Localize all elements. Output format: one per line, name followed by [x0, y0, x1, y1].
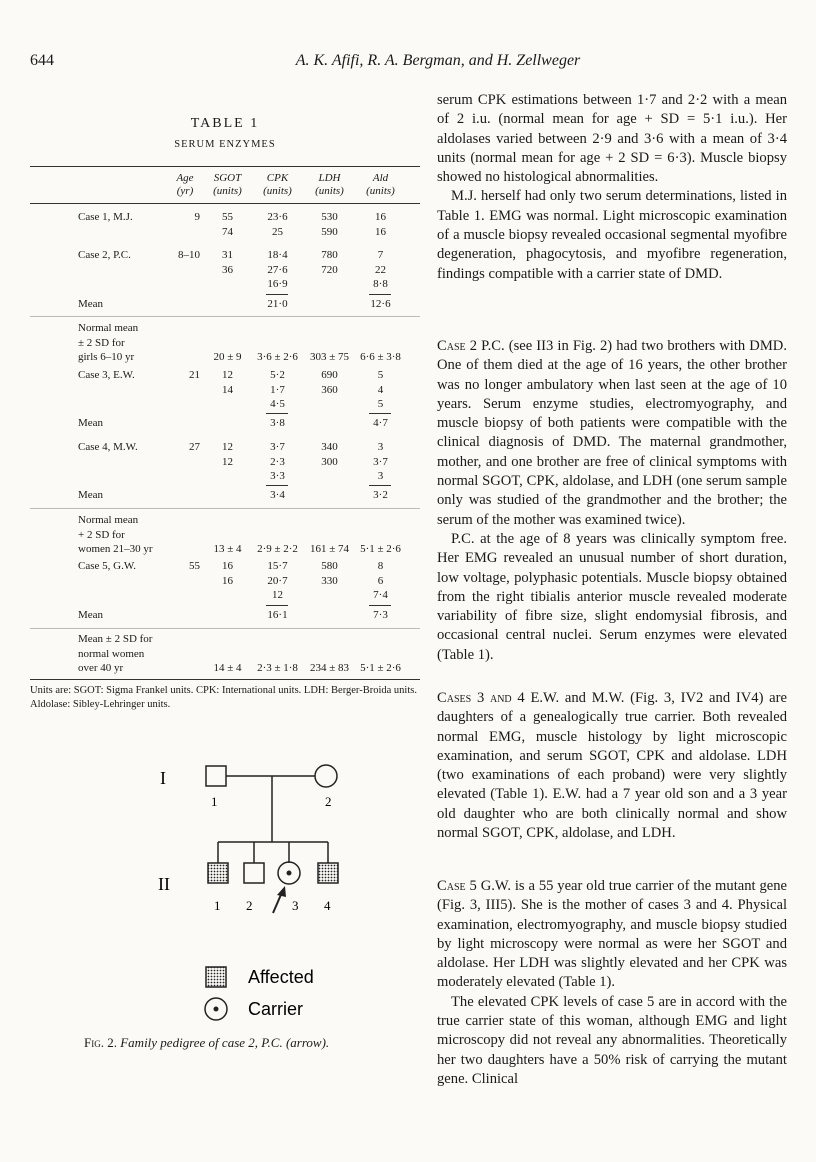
figure-label: Fig. 2. — [84, 1035, 117, 1050]
table-divider — [30, 508, 420, 509]
row-label: Mean ± 2 SD for normal women over 40 yr — [78, 633, 153, 674]
table-header-rule — [30, 203, 420, 204]
row-label: Mean — [78, 489, 104, 501]
col-header-cpk: CPK (units) — [263, 172, 292, 197]
affected-brother-square — [208, 863, 228, 883]
cell-cpk: 21·0 — [267, 298, 288, 310]
father-square — [206, 766, 226, 786]
sum-rule — [369, 413, 391, 414]
sum-rule — [266, 413, 288, 414]
sum-rule — [266, 485, 288, 486]
cell-ald: 7 22 8·8 — [373, 249, 388, 290]
legend-affected-icon — [206, 967, 226, 987]
cell-cpk: 3·6 ± 2·6 — [257, 351, 298, 363]
cell-sgot: 13 ± 4 — [213, 543, 242, 555]
cell-ldh: 161 ± 74 — [309, 543, 350, 555]
paragraph-1: serum CPK estimations between 1·7 and 2·2 with a mean of 2 i.u. (normal mean for age + SD = 5·1 i.u.). Her aldolases varied between 2·9 and 3·6 with a mean of 3·4 units (normal mean for age + 2 SD = 6·3). Muscle biopsy showed no histological abnormalities. — [437, 92, 787, 186]
case-5-section — [437, 877, 787, 1089]
cell-cpk: 2·3 ± 1·8 — [257, 662, 298, 674]
cell-age: 55 — [189, 560, 200, 572]
table-title: TABLE 1 — [190, 116, 260, 131]
generation-I-label: I — [160, 768, 166, 788]
case-2-section — [437, 337, 787, 665]
row-label: Mean — [78, 417, 104, 429]
cell-ald: 5 4 5 — [377, 369, 384, 410]
sum-rule — [369, 485, 391, 486]
paragraph-4: P.C. at the age of 8 years was clinically symptom free. Her EMG revealed an unusual number of short duration, low voltage, polyphasic potentials. Muscle biopsy obtained from the right tibialis anterior muscle revealed moderate variability of fibre size, slight endomysial fibrosis, and occasional central nuclei. Serum enzymes were elevated (Table 1). — [437, 530, 787, 663]
cell-ldh: 530 590 — [321, 211, 338, 238]
gen-I-2-number: 2 — [325, 794, 332, 809]
carrier-dot — [287, 871, 292, 876]
cell-ald: 3 3·7 3 — [373, 441, 388, 482]
figure-caption — [84, 1035, 329, 1051]
gen-II-1-number: 1 — [214, 898, 221, 913]
col-header-ldh: LDH (units) — [315, 172, 344, 197]
cell-cpk: 2·9 ± 2·2 — [257, 543, 298, 555]
row-label: Normal mean + 2 SD for women 21–30 yr — [78, 514, 153, 555]
cell-cpk: 23·6 25 — [267, 211, 288, 238]
cell-sgot: 12 12 — [222, 441, 233, 468]
gen-II-4-number: 4 — [324, 898, 331, 913]
cell-cpk: 16·1 — [267, 609, 288, 621]
cell-ald: 4·7 — [373, 417, 388, 429]
cell-cpk: 18·4 27·6 16·9 — [267, 249, 288, 290]
body-column — [437, 91, 787, 284]
cell-ldh: 780 720 — [321, 249, 338, 276]
paragraph-7: The elevated CPK levels of case 5 are in accord with the true carrier state of this woman, although EMG and light microscopy did not reveal any abnormalities. Theoretically her two daughters have a 50% risk of carrying the mutant gene. Clinical — [437, 993, 787, 1087]
cell-ald: 16 16 — [375, 211, 386, 238]
row-label: Case 5, G.W. — [78, 560, 136, 572]
unaffected-brother-square — [244, 863, 264, 883]
cell-ald: 12·6 — [370, 298, 391, 310]
gen-I-1-number: 1 — [211, 794, 218, 809]
mother-circle — [315, 765, 337, 787]
row-label: Case 3, E.W. — [78, 369, 135, 381]
cell-ald: 7·3 — [373, 609, 388, 621]
cell-age: 9 — [194, 211, 200, 223]
sum-rule — [266, 294, 288, 295]
affected-brother-square — [318, 863, 338, 883]
cell-cpk: 5·2 1·7 4·5 — [270, 369, 285, 410]
page-number: 644 — [30, 52, 54, 69]
generation-II-label: II — [158, 874, 170, 894]
table-footnote: Units are: SGOT: Sigma Frankel units. CPK: International units. LDH: Berger-Broida units. Aldolase: Sibley-Lehringer units. — [30, 685, 417, 710]
case-5-heading: Case 5 — [437, 878, 477, 894]
sum-rule — [266, 605, 288, 606]
table-subtitle: SERUM ENZYMES — [174, 139, 276, 150]
cell-sgot: 55 74 — [222, 211, 233, 238]
sum-rule — [369, 605, 391, 606]
cell-ldh: 303 ± 75 — [309, 351, 350, 363]
cell-ldh: 340 300 — [321, 441, 338, 468]
gen-II-3-number: 3 — [292, 898, 299, 913]
cell-sgot: 16 16 — [222, 560, 233, 587]
case-2-text: P.C. (see II3 in Fig. 2) had two brothers with DMD. One of them died at the age of 16 years, the other brother was no longer ambulatory when last seen at the age of 10 years. Serum enzyme studies, electromyography, and muscle biopsy of both patients were compatible with the clinical diagnosis of DMD. The maternal grandmother, mother, and one brother are free of clinical symptoms with normal SGOT, CPK, aldolase, and LDH (one serum sample only was studied of the grandmother and the brother; the serum of the mother was examined twice). — [437, 338, 787, 528]
cell-ald: 8 6 7·4 — [373, 560, 388, 601]
case-5-text: G.W. is a 55 year old true carrier of the mutant gene (Fig. 3, III5). She is the mother of cases 3 and 4. Physical examination, electromyography, and muscle biopsy studied by light microscopy were normal as were her SGOT and aldolase. Her LDH was slightly elevated and her CPK was moderately elevated (Table 1). — [437, 878, 788, 991]
cell-sgot: 20 ± 9 — [213, 351, 242, 363]
row-label: Mean — [78, 609, 104, 621]
row-label: Case 2, P.C. — [78, 249, 131, 261]
cell-cpk: 15·7 20·7 12 — [267, 560, 288, 601]
cell-ldh: 234 ± 83 — [309, 662, 350, 674]
table-divider — [30, 628, 420, 629]
case-2-heading: Case 2 — [437, 338, 478, 354]
cell-age: 27 — [189, 441, 200, 453]
row-label: Case 1, M.J. — [78, 211, 133, 223]
cell-ldh: 580 330 — [321, 560, 338, 587]
row-label: Case 4, M.W. — [78, 441, 138, 453]
legend-carrier-label: Carrier — [248, 999, 304, 1019]
running-header-authors: A. K. Afifi, R. A. Bergman, and H. Zellweger — [295, 52, 581, 69]
pedigree-figure — [120, 750, 420, 1040]
row-label: Mean — [78, 298, 104, 310]
legend-affected-label: Affected — [248, 967, 314, 987]
table-top-rule — [30, 166, 420, 167]
cases-3-4-heading: Cases 3 and 4 — [437, 690, 525, 706]
cell-ald: 5·1 ± 2·6 — [360, 543, 401, 555]
legend-carrier-dot — [214, 1007, 219, 1012]
arrow-head-icon — [277, 886, 286, 897]
cell-sgot: 31 36 — [222, 249, 233, 276]
cell-ald: 3·2 — [373, 489, 388, 501]
cell-cpk: 3·4 — [270, 489, 285, 501]
cases-3-4-text: E.W. and M.W. (Fig. 3, IV2 and IV4) are daughters of a genealogically true carrier. Both revealed normal EMG, muscle histology by light microscopic examination, and serum SGOT, CPK and aldolase. LDH (two examinations of each proband) were very slightly elevated (Table 1). E.W. had a 7 year old son and a 3 year old daughter who are both clinically normal and show normal SGOT, CPK, aldolase, and LDH. — [437, 690, 787, 842]
figure-caption-text: Family pedigree of case 2, P.C. (arrow). — [120, 1035, 330, 1050]
cases-3-4-section — [437, 689, 787, 843]
cell-sgot: 14 ± 4 — [213, 662, 242, 674]
cell-cpk: 3·7 2·3 3·3 — [270, 441, 285, 482]
cell-ldh: 690 360 — [321, 369, 338, 396]
row-label: Normal mean ± 2 SD for girls 6–10 yr — [78, 322, 139, 363]
table-bottom-rule — [30, 679, 420, 680]
cell-age: 8–10 — [178, 249, 200, 261]
cell-cpk: 3·8 — [270, 417, 285, 429]
cell-ald: 6·6 ± 3·8 — [360, 351, 401, 363]
col-header-age: Age (yr) — [176, 172, 194, 197]
cell-age: 21 — [189, 369, 200, 381]
cell-sgot: 12 14 — [222, 369, 233, 396]
cell-ald: 5·1 ± 2·6 — [360, 662, 401, 674]
col-header-sgot: SGOT (units) — [213, 172, 242, 197]
sum-rule — [369, 294, 391, 295]
table-divider — [30, 316, 420, 317]
gen-II-2-number: 2 — [246, 898, 253, 913]
paragraph-2: M.J. herself had only two serum determinations, listed in Table 1. EMG was normal. Light microscopic examination of a muscle biopsy revealed occasional segmental myofibre degeneration, phagocytosis, and myofibre regeneration, findings compatible with a carrier state of DMD. — [437, 188, 787, 282]
col-header-ald: Ald (units) — [366, 172, 395, 197]
